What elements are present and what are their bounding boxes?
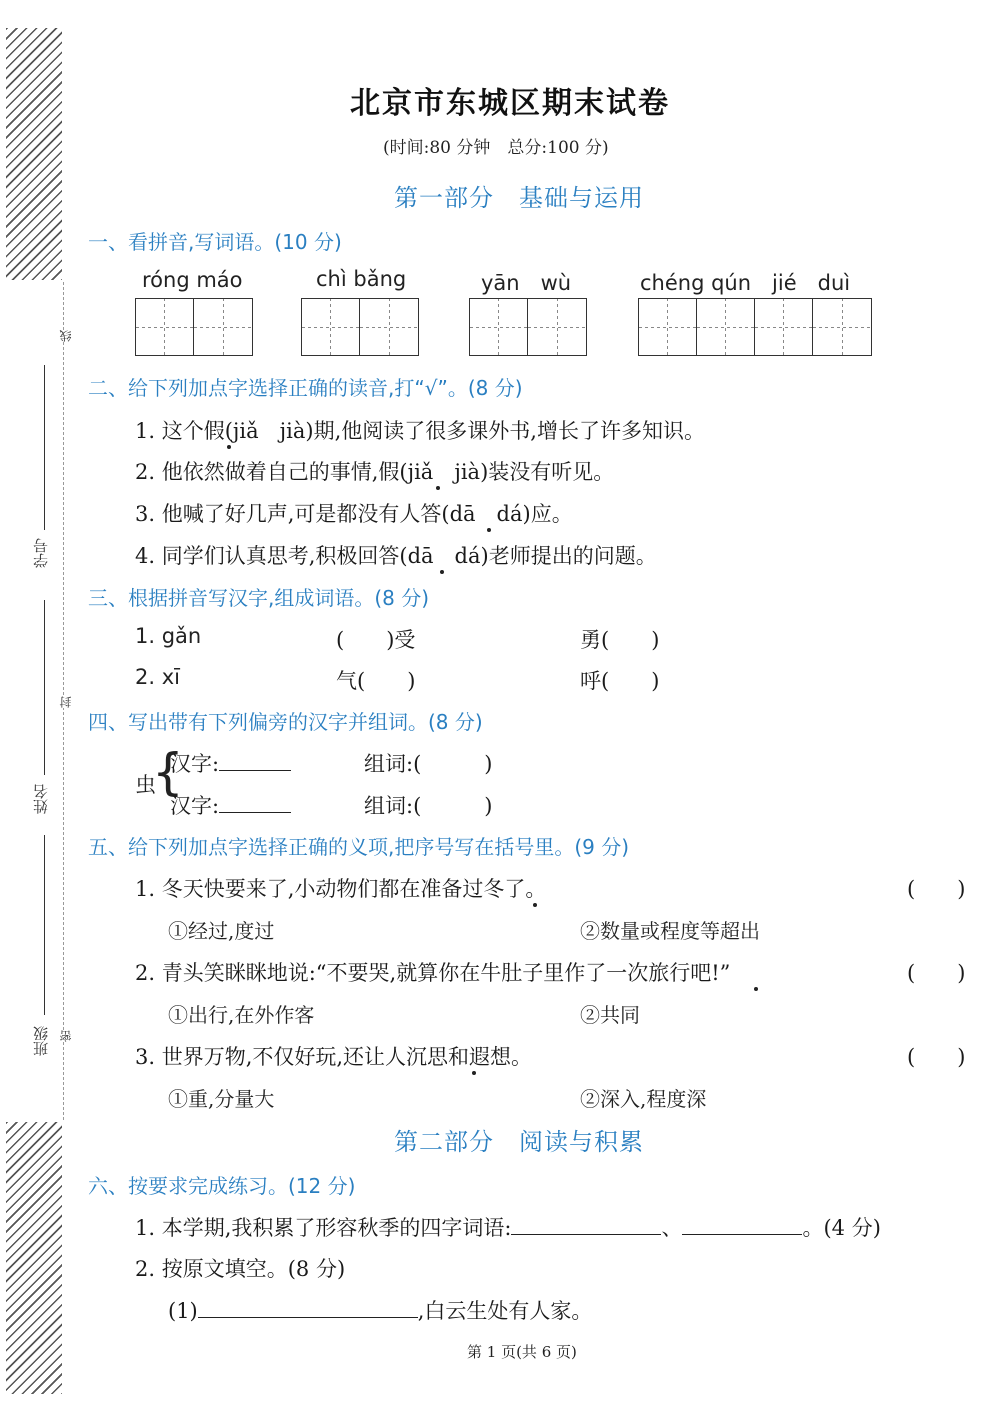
fill-text-prompt: 2. 按原文填空。(8 分) bbox=[135, 1257, 346, 1281]
binding-secret-char: 密 bbox=[59, 1030, 73, 1042]
emphasis-dot bbox=[436, 486, 440, 490]
pinyin-group-4: chéng qún jié duì bbox=[640, 271, 851, 295]
word-blank-2b[interactable]: 呼( ) bbox=[580, 669, 660, 693]
emphasis-dot bbox=[533, 903, 537, 907]
pronunciation-item-3: 3. 他喊了好几声,可是都没有人答(dā dá)应。 bbox=[135, 502, 573, 526]
answer-paren-1[interactable]: ( ) bbox=[907, 877, 966, 901]
hanzi-row-1 bbox=[170, 748, 291, 778]
idiom-blank-2[interactable] bbox=[682, 1234, 802, 1235]
student-no-label: 学号 bbox=[32, 538, 50, 568]
idiom-question bbox=[135, 1212, 881, 1242]
radical-char: 虫 bbox=[135, 773, 156, 797]
brace-symbol: { bbox=[152, 743, 184, 801]
poem-blank[interactable] bbox=[198, 1317, 418, 1318]
pinyin-group-2: chì bǎng bbox=[316, 267, 407, 291]
idiom-score: 。(4 分) bbox=[802, 1216, 881, 1240]
meaning-option-2-2: ②共同 bbox=[580, 1003, 640, 1027]
meaning-option-1-1: ①经过,度过 bbox=[168, 919, 275, 943]
writing-boxes-3[interactable] bbox=[469, 298, 587, 356]
answer-paren-2[interactable]: ( ) bbox=[907, 961, 966, 985]
binding-hatch-bottom bbox=[6, 1122, 62, 1394]
name-rule bbox=[44, 600, 45, 775]
class-label: 班级 bbox=[32, 1026, 50, 1056]
binding-line-char: 线 bbox=[59, 330, 73, 342]
pinyin-group-3: yān wù bbox=[481, 271, 572, 295]
emphasis-dot bbox=[440, 570, 444, 574]
hanzi-blank[interactable] bbox=[219, 770, 291, 771]
student-no-rule bbox=[44, 365, 45, 530]
word-blank-1a[interactable]: ( )受 bbox=[336, 628, 416, 652]
ci-row-2[interactable]: 组词:( ) bbox=[364, 794, 493, 818]
idiom-blank-1[interactable] bbox=[511, 1234, 661, 1235]
pinyin-gan: 1. gǎn bbox=[135, 624, 202, 648]
emphasis-dot bbox=[227, 445, 231, 449]
fill-text-line-1 bbox=[168, 1295, 592, 1325]
poem-rest: ,白云生处有人家。 bbox=[417, 1299, 593, 1323]
pronunciation-item-4: 4. 同学们认真思考,积极回答(dā dá)老师提出的问题。 bbox=[135, 544, 657, 568]
section-5-heading: 五、给下列加点字选择正确的义项,把序号写在括号里。(9 分) bbox=[88, 835, 630, 859]
hanzi-label: 汉字: bbox=[170, 794, 220, 818]
hanzi-blank[interactable] bbox=[219, 812, 291, 813]
answer-paren-3[interactable]: ( ) bbox=[907, 1045, 966, 1069]
emphasis-dot bbox=[754, 987, 758, 991]
section-3-heading: 三、根据拼音写汉字,组成词语。(8 分) bbox=[88, 586, 430, 610]
emphasis-dot bbox=[472, 1071, 476, 1075]
pinyin-xi: 2. xī bbox=[135, 665, 180, 689]
meaning-question-1: 1. 冬天快要来了,小动物们都在准备过冬了。 bbox=[135, 877, 547, 901]
page-title: 北京市东城区期末试卷 bbox=[350, 86, 670, 121]
meaning-option-3-2: ②深入,程度深 bbox=[580, 1087, 707, 1111]
pinyin-group-1: róng máo bbox=[142, 268, 243, 292]
class-rule bbox=[44, 835, 45, 1015]
section-2-heading: 二、给下列加点字选择正确的读音,打“√”。(8 分) bbox=[88, 376, 523, 400]
page-number: 第 1 页(共 6 页) bbox=[467, 1343, 577, 1361]
part-two-heading: 第二部分 阅读与积累 bbox=[394, 1128, 644, 1156]
meaning-option-2-1: ①出行,在外作客 bbox=[168, 1003, 315, 1027]
emphasis-dot bbox=[487, 528, 491, 532]
ci-row-1[interactable]: 组词:( ) bbox=[364, 752, 493, 776]
writing-boxes-4[interactable] bbox=[638, 298, 872, 356]
section-6-heading: 六、按要求完成练习。(12 分) bbox=[88, 1174, 356, 1198]
exam-info: (时间:80 分钟 总分:100 分) bbox=[383, 138, 609, 158]
word-blank-1b[interactable]: 勇( ) bbox=[580, 628, 660, 652]
section-4-heading: 四、写出带有下列偏旁的汉字并组词。(8 分) bbox=[88, 710, 483, 734]
binding-hatch-top bbox=[6, 28, 62, 280]
pronunciation-item-2: 2. 他依然做着自己的事情,假(jiǎ jià)装没有听见。 bbox=[135, 460, 615, 484]
hanzi-row-2 bbox=[170, 790, 291, 820]
idiom-sep: 、 bbox=[661, 1216, 683, 1240]
meaning-question-3: 3. 世界万物,不仅好玩,还让人沉思和遐想。 bbox=[135, 1045, 533, 1069]
fill-text-number: (1) bbox=[168, 1299, 198, 1323]
binding-seal-char: 封 bbox=[59, 696, 73, 708]
idiom-prompt: 1. 本学期,我积累了形容秋季的四字词语: bbox=[135, 1216, 512, 1240]
word-blank-2a[interactable]: 气( ) bbox=[336, 669, 416, 693]
meaning-question-2: 2. 青头笑眯眯地说:“不要哭,就算你在牛肚子里作了一次旅行吧!” bbox=[135, 961, 731, 985]
part-one-heading: 第一部分 基础与运用 bbox=[394, 184, 644, 212]
pronunciation-item-1: 1. 这个假(jiǎ jià)期,他阅读了很多课外书,增长了许多知识。 bbox=[135, 419, 705, 443]
writing-boxes-1[interactable] bbox=[135, 298, 253, 356]
meaning-option-1-2: ②数量或程度等超出 bbox=[580, 919, 760, 943]
writing-boxes-2[interactable] bbox=[301, 298, 419, 356]
meaning-option-3-1: ①重,分量大 bbox=[168, 1087, 275, 1111]
name-label: 姓名 bbox=[32, 784, 50, 814]
section-1-heading: 一、看拼音,写词语。(10 分) bbox=[88, 230, 342, 254]
hanzi-label: 汉字: bbox=[170, 752, 220, 776]
